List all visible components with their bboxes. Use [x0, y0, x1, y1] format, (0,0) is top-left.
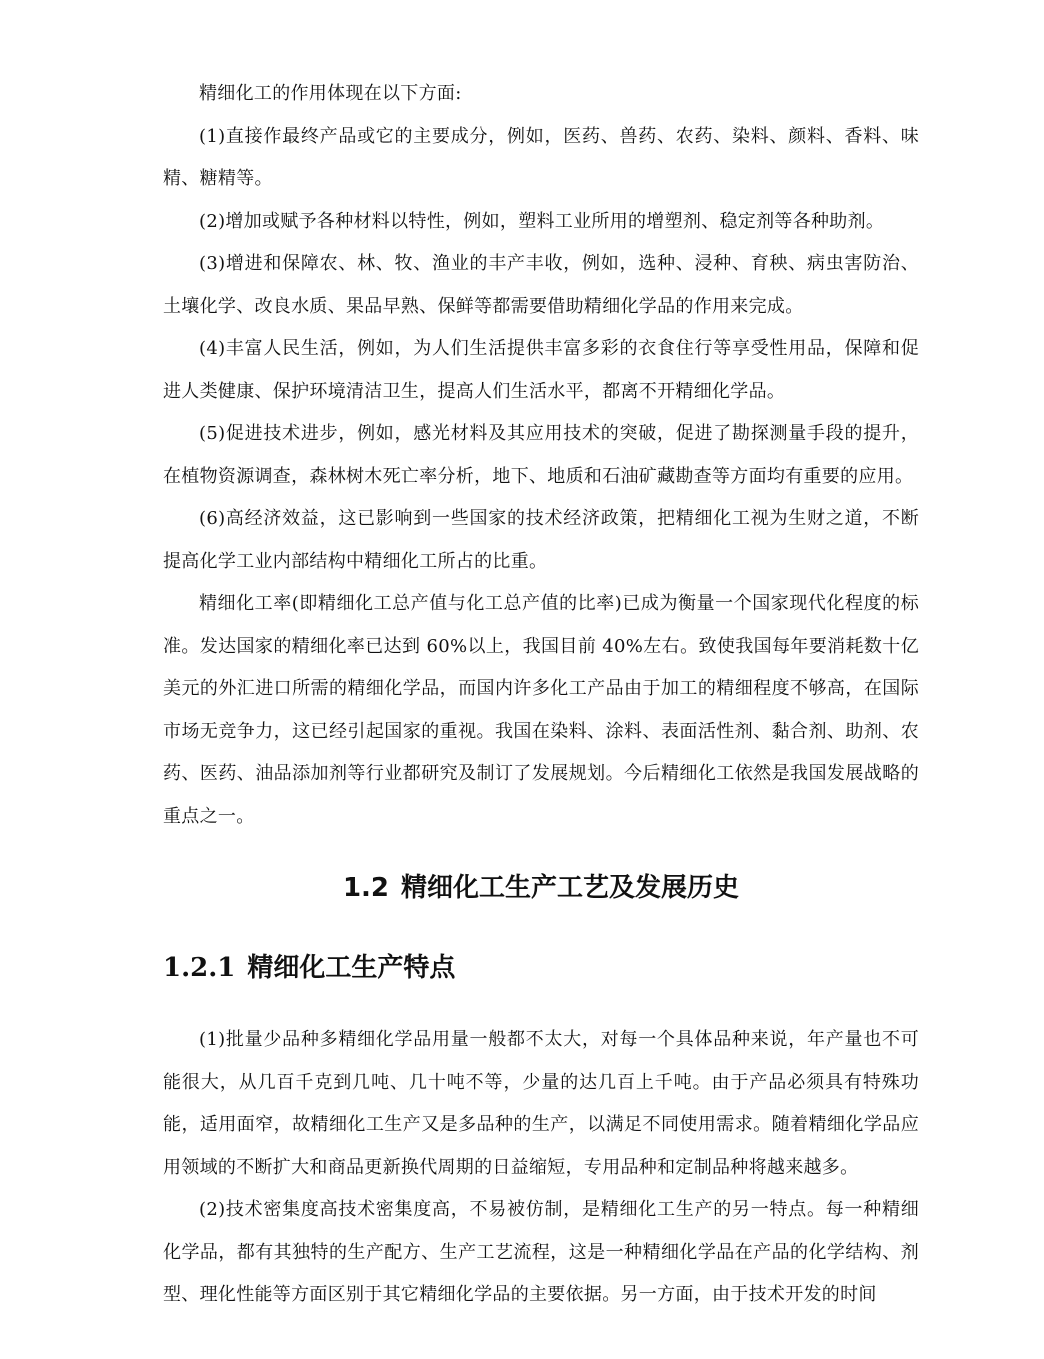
paragraph: 精细化工的作用体现在以下方面:: [199, 83, 462, 104]
section-number: 1.2: [342, 873, 390, 903]
paragraph: (2)技术密集度高技术密集度高，不易被仿制，是精细化工生产的另一特点。每一种精细化学品，都有其独特的生产配方、生产工艺流程，这是一种精细化学品在产品的化学结构、剂型、理化性能等方面区别于其它精细化学品的主要依据。另一方面，由于技术开发的时间: [163, 1199, 919, 1305]
subsection-heading: [163, 946, 455, 990]
subsection-number: 1.2.1: [163, 953, 236, 983]
paragraph: (3)增进和保障农、林、牧、渔业的丰产丰收，例如，选种、浸种、育秧、病虫害防治、土壤化学、改良水质、果品早熟、保鲜等都需要借助精细化学品的作用来完成。: [163, 253, 919, 317]
paragraph: (5)促进技术进步，例如，感光材料及其应用技术的突破，促进了勘探测量手段的提升，在植物资源调查，森林树木死亡率分析，地下、地质和石油矿藏勘查等方面均有重要的应用。: [163, 423, 919, 487]
paragraph: 精细化工率(即精细化工总产值与化工总产值的比率)已成为衡量一个国家现代化程度的标准。发达国家的精细化率已达到 60%以上，我国目前 40%左右。致使我国每年要消耗数十亿美元的外汇进口所需的精细化学品，而国内许多化工产品由于加工的精细程度不够高，在国际市场无竞争力，这已经引起国家的重视。我国在染料、涂料、表面活性剂、黏合剂、助剂、农药、医药、油品添加剂等行业都研究及制订了发展规划。今后精细化工依然是我国发展战略的重点之一。: [163, 593, 919, 827]
paragraph: (6)高经济效益，这已影响到一些国家的技术经济政策，把精细化工视为生财之道，不断提高化学工业内部结构中精细化工所占的比重。: [163, 508, 919, 572]
subsection-body: [163, 1019, 919, 1317]
paragraph: (2)增加或赋予各种材料以特性，例如，塑料工业所用的增塑剂、稳定剂等各种助剂。: [199, 210, 885, 232]
paragraph: (1)直接作最终产品或它的主要成分，例如，医药、兽药、农药、染料、颜料、香料、味精、糖精等。: [163, 125, 919, 189]
paragraph: (4)丰富人民生活，例如，为人们生活提供丰富多彩的衣食住行等享受性用品，保障和促进人类健康、保护环境清洁卫生，提高人们生活水平，都离不开精细化学品。: [163, 338, 919, 402]
subsection-title: 精细化工生产特点: [247, 953, 456, 983]
section-heading: [163, 866, 919, 910]
paragraph: (1)批量少品种多精细化学品用量一般都不太大，对每一个具体品种来说，年产量也不可能很大，从几百千克到几吨、几十吨不等，少量的达几百上千吨。由于产品必须具有特殊功能，适用面窄，故精细化工生产又是多品种的生产，以满足不同使用需求。随着精细化学品应用领域的不断扩大和商品更新换代周期的日益缩短，专用品种和定制品种将越来越多。: [163, 1029, 919, 1178]
section-title: 精细化工生产工艺及发展历史: [401, 873, 740, 903]
section-intro-body: [163, 73, 919, 838]
